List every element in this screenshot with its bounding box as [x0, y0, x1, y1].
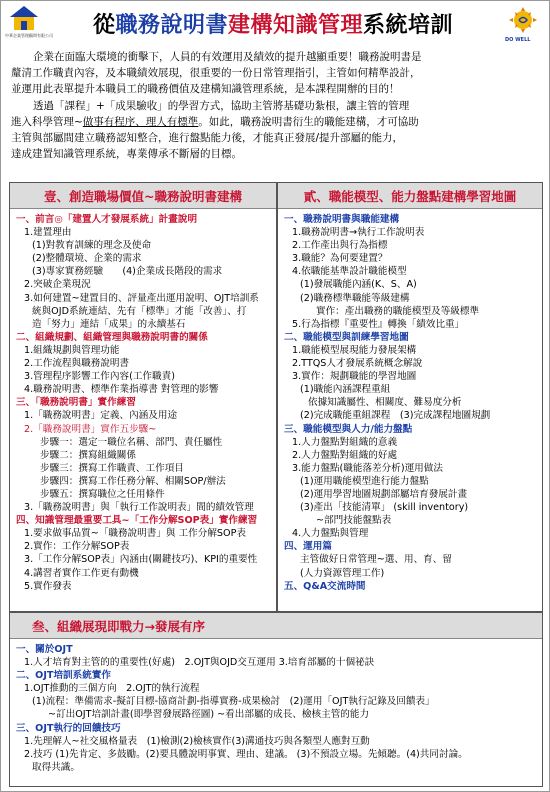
outline-item: (2)運用學習地圖規劃部屬培育發展計畫	[300, 488, 468, 500]
outline-item: 2.TTQS人才發展系統概念解說	[292, 358, 423, 370]
outline-item: (人力資源管理工作)	[300, 567, 385, 579]
module-1-heading: 壹、創造職場價值~職務說明書建構	[10, 183, 276, 209]
house-logo-icon	[9, 5, 39, 31]
outline-item: 3.管理程序影響工作內容(工作職責)	[24, 371, 175, 383]
company-logo-caption: 中華企業管理顧問有限公司	[5, 33, 53, 38]
outline-item: (1)對教育訓練的理念及使命	[32, 240, 152, 252]
section-heading: 一、職務說明書與職能建構	[284, 214, 400, 225]
outline-item: 5.行為指標『重要性』轉換「績效比重」	[292, 318, 465, 330]
intro-text	[11, 49, 541, 162]
section-heading: 三、職能模型與人力/能力盤點	[284, 423, 413, 435]
section-heading: 二、組織規劃、組織管理與職務說明書的關係	[16, 331, 208, 343]
page-title	[53, 8, 493, 39]
outline-item: 步驟一：選定一職位名稱、部門、責任屬性	[40, 436, 223, 448]
outline-item: 1.職能模型展現能力發展架構	[292, 344, 417, 356]
outline-item: 1.「職務說明書」定義、內涵及用途	[24, 410, 178, 422]
section-heading: 五、Q&A交流時間	[284, 580, 366, 592]
outline-item: 2.「職務說明書」實作五步驟~	[24, 423, 157, 435]
outline-item: 2.突破企業現況	[24, 279, 91, 291]
outline-item: 步驟五：撰寫職位之任用條件	[40, 488, 165, 500]
section-heading: 四、知識管理最重要工具~「工作分解SOP表」實作練習	[16, 515, 258, 527]
outline-item: 1.要求做事品質~「職務說明書」與 工作分解SOP表	[24, 528, 246, 540]
outline-item: 3.實作：規劃職能的學習地圖	[292, 371, 417, 383]
module-3-content	[10, 639, 542, 778]
course-module-1	[9, 182, 277, 612]
outline-item: 1.職務說明書→執行工作說明表	[292, 227, 425, 239]
outline-item: 3.職能？為何要建置？	[292, 253, 388, 265]
outline-item: 3.「工作分解SOP表」內涵由(關鍵技巧)、KPI的重要性	[24, 554, 258, 566]
outline-item: 步驟四：撰寫工作任務分解、相關SOP/辦法	[40, 475, 226, 487]
sun-logo-icon	[501, 5, 545, 37]
module-1-content	[10, 209, 276, 597]
header	[7, 5, 545, 45]
outline-item: 5.實作發表	[24, 580, 72, 592]
title-part-4: 系統培訓	[363, 12, 454, 38]
company-logo	[5, 5, 53, 43]
intro-line: 主管與部屬間建立職務認知整合，進行盤點能力後，才能真正發展/提升部屬的能力，	[11, 132, 404, 145]
course-module-2	[277, 182, 543, 612]
intro-fragment: 。如此，職務說明書衍生的職能建構，才可協助	[198, 115, 419, 128]
section-heading: 二、OJT培訓系統實作	[16, 670, 112, 682]
outline-item: 步驟二：撰寫組織關係	[40, 449, 136, 461]
intro-fragment: 進入科學管理~	[11, 115, 83, 128]
title-part-2: 職務說明書	[115, 12, 228, 38]
intro-line: 達成建置知識管理系統，專業傳承不斷層的目標。	[11, 148, 242, 161]
outline-item: 2.技巧 (1)先肯定、多鼓勵。(2)要具體說明事實、理由、建議。 (3)不預設立場。先傾聽。(4)共同討論。	[24, 748, 468, 760]
outline-item: 依據知識屬性、相關度、難易度分析	[308, 397, 462, 409]
outline-item: 3.如何建置~建置目的、評量產出運用說明、OJT培訓系	[24, 292, 259, 304]
outline-item: 4.人力盤點與管理	[292, 528, 369, 540]
intro-line: 企業在面臨大環境的衝擊下，人員的有效運用及績效的提升越顯重要！職務說明書是	[33, 51, 422, 63]
outline-item: 4.依職能基準設計職能模型	[292, 266, 407, 278]
outline-item: 2.工作產出與行為指標	[292, 240, 388, 252]
outline-item: 1.OJT推動的三個方向 2.OJT的執行流程	[24, 683, 200, 695]
outline-item: 1.先理解人~社交風格量表 (1)檢測(2)檢核實作(3)溝通技巧與各類型人應對互動	[24, 735, 370, 747]
outline-item: 造「努力」連結「成果」的永續基石	[32, 318, 186, 330]
outline-item: 4.職務說明書、標準作業指導書 對管理的影響	[24, 384, 219, 396]
outline-item: (1)運用職能模型進行能力盤點	[300, 475, 429, 487]
intro-line: 並運用此表單提升本職員工的職務價值及建構知識管理系統，是本課程開辦的目的！	[11, 83, 400, 96]
outline-item: 2.工作流程與職務說明書	[24, 358, 130, 370]
module-3-heading: 叁、組織展現即戰力→發展有序	[10, 613, 542, 639]
section-heading: 二、職能模型與訓練學習地圖	[284, 331, 409, 343]
outline-item: 2.實作：工作分解SOP表	[24, 541, 130, 553]
outline-item: 1.人才培育對主管的的重要性(好處) 2.OJT與OJD交互運用 3.培育部屬的十個祕訣	[24, 657, 375, 669]
section-heading: 一、關於OJT	[16, 644, 73, 655]
outline-item: 2.人力盤點對組織的好處	[292, 449, 398, 461]
module-2-content	[278, 209, 542, 597]
outline-item: 實作：產出職務的職能模型及等級標準	[316, 305, 480, 317]
outline-item: (3)產出「技能清單」 (skill inventory)	[300, 502, 469, 514]
outline-item: (2)完成職能重組課程 (3)完成課程地圖規劃	[300, 410, 491, 422]
outline-item: 3.「職務說明書」與「執行工作說明表」間的績效管理	[24, 502, 254, 514]
dowell-logo	[501, 5, 545, 45]
module-2-heading: 貳、職能模型、能力盤點建構學習地圖	[278, 183, 542, 209]
outline-item: 4.講習者實作工作更有動機	[24, 567, 139, 579]
outline-item: 取得共識。	[32, 761, 80, 773]
outline-item: (1)職能內涵課程重組	[300, 384, 391, 396]
title-part-1: 從	[92, 12, 116, 38]
outline-item: 統與OJD系統連結、先有「標準」才能「改善」、打	[32, 305, 247, 317]
section-heading: 三、「職務說明書」實作練習	[16, 397, 136, 409]
outline-item: 主管做好日常管理~選、用、育、留	[300, 554, 452, 566]
title-part-3: 建構知識管理	[228, 12, 364, 38]
intro-line: 釐清工作職責內容，及本職績效展現，很重要的一份日常管理指引，主管如何精準設計，	[11, 67, 421, 80]
intro-line	[11, 114, 541, 130]
outline-item: (1)流程：準備需求-擬訂目標-協商計劃-指導實務-成果檢討 (2)運用「OJT執行記錄及回饋表」	[32, 696, 435, 708]
outline-item: (2)職務標準職能等級建構	[300, 292, 410, 304]
outline-item: (3)專家實務經驗 (4)企業成長階段的需求	[32, 266, 223, 278]
course-module-3	[9, 612, 543, 787]
outline-item: 1.建置理由	[24, 227, 72, 239]
section-heading: 三、OJT執行的回饋技巧	[16, 722, 121, 734]
intro-line: 透過「課程」+「成果驗收」的學習方式，協助主管將基礎功紮根，讓主管的管理	[33, 99, 410, 112]
outline-item: 1.組織規劃與管理功能	[24, 344, 120, 356]
outline-item: 1.人力盤點對組織的意義	[292, 436, 398, 448]
outline-item: (1)發展職能內涵(K、S、A)	[300, 279, 417, 291]
outline-item: ~部門技能盤點表	[316, 515, 392, 527]
section-heading: 一、前言◎「建置人才發展系統」計畫說明	[16, 214, 198, 225]
section-heading: 四、運用篇	[284, 541, 332, 553]
outline-item: (2)整體環境、企業的需求	[32, 253, 142, 265]
outline-item: 步驟三：撰寫工作職責、工作項目	[40, 462, 184, 474]
outline-item: 3.能力盤點(職能落差分析)運用做法	[292, 462, 443, 474]
dowell-logo-caption: DO WELL	[505, 37, 531, 43]
intro-underline-fragment: 做事有程序、理人有標準	[82, 115, 199, 128]
outline-item: ~訂出OJT培訓計畫(即學習發展路徑圖) ~看出部屬的成長、檢核主管的能力	[48, 709, 370, 721]
